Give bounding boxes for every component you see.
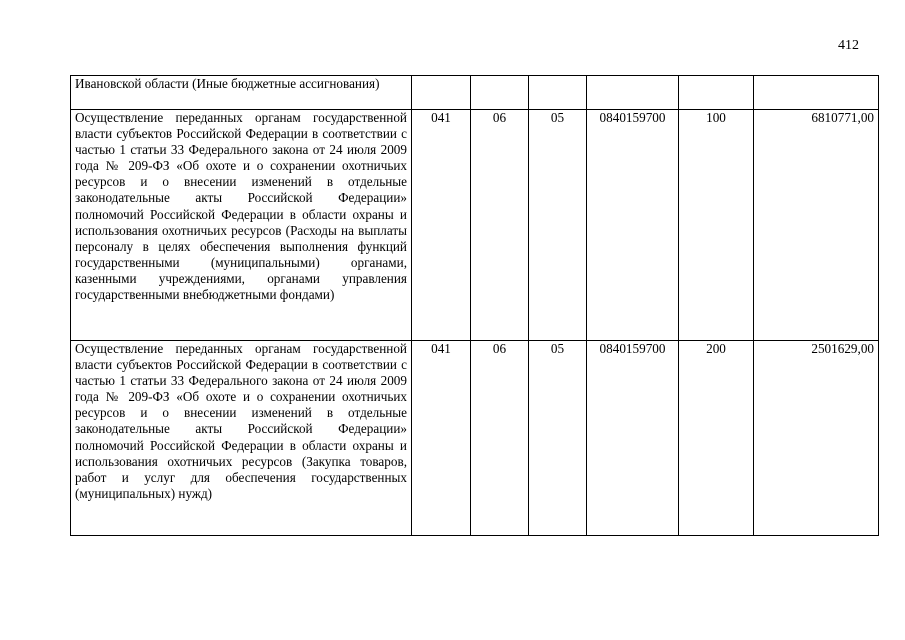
section-code <box>471 76 529 110</box>
table-row <box>71 76 879 110</box>
expense-description: Осуществление переданных органам государственной власти субъектов Российской Федерации в соответствии с частью 1 статьи 33 Федерального закона от 24 июля 2009 года № 209-ФЗ «Об охоте и о сохранении охотничьих ресурсов и о внесении изменений в отдельные законодательные акты Российской Федерации» полномочий Российской Федерации в области охраны и использования охотничьих ресурсов (Расходы на выплаты персоналу в целях обеспечения выполнения функций государственными (муниципальными) органами, казенными учреждениями, органами управления государственными внебюджетными фондами) <box>71 110 412 341</box>
budget-table <box>70 75 879 536</box>
expense-description: Осуществление переданных органам государственной власти субъектов Российской Федерации в соответствии с частью 1 статьи 33 Федерального закона от 24 июля 2009 года № 209-ФЗ «Об охоте и о сохранении охотничьих ресурсов и о внесении изменений в отдельные законодательные акты Российской Федерации» полномочий Российской Федерации в области охраны и использования охотничьих ресурсов (Закупка товаров, работ и услуг для обеспечения государственных (муниципальных) нужд) <box>71 341 412 536</box>
table-row <box>71 110 879 341</box>
subsection-code: 05 <box>529 110 587 341</box>
chief-admin-code <box>412 76 471 110</box>
amount <box>754 76 879 110</box>
section-code: 06 <box>471 341 529 536</box>
subsection-code: 05 <box>529 341 587 536</box>
expense-type-code: 100 <box>679 110 754 341</box>
expense-type-code <box>679 76 754 110</box>
target-article-code: 0840159700 <box>587 341 679 536</box>
expense-type-code: 200 <box>679 341 754 536</box>
chief-admin-code: 041 <box>412 341 471 536</box>
target-article-code <box>587 76 679 110</box>
expense-description: Ивановской области (Иные бюджетные ассигнования) <box>71 76 412 110</box>
table-row <box>71 341 879 536</box>
target-article-code: 0840159700 <box>587 110 679 341</box>
chief-admin-code: 041 <box>412 110 471 341</box>
amount: 2501629,00 <box>754 341 879 536</box>
page-number: 412 <box>838 38 859 53</box>
section-code: 06 <box>471 110 529 341</box>
amount: 6810771,00 <box>754 110 879 341</box>
subsection-code <box>529 76 587 110</box>
